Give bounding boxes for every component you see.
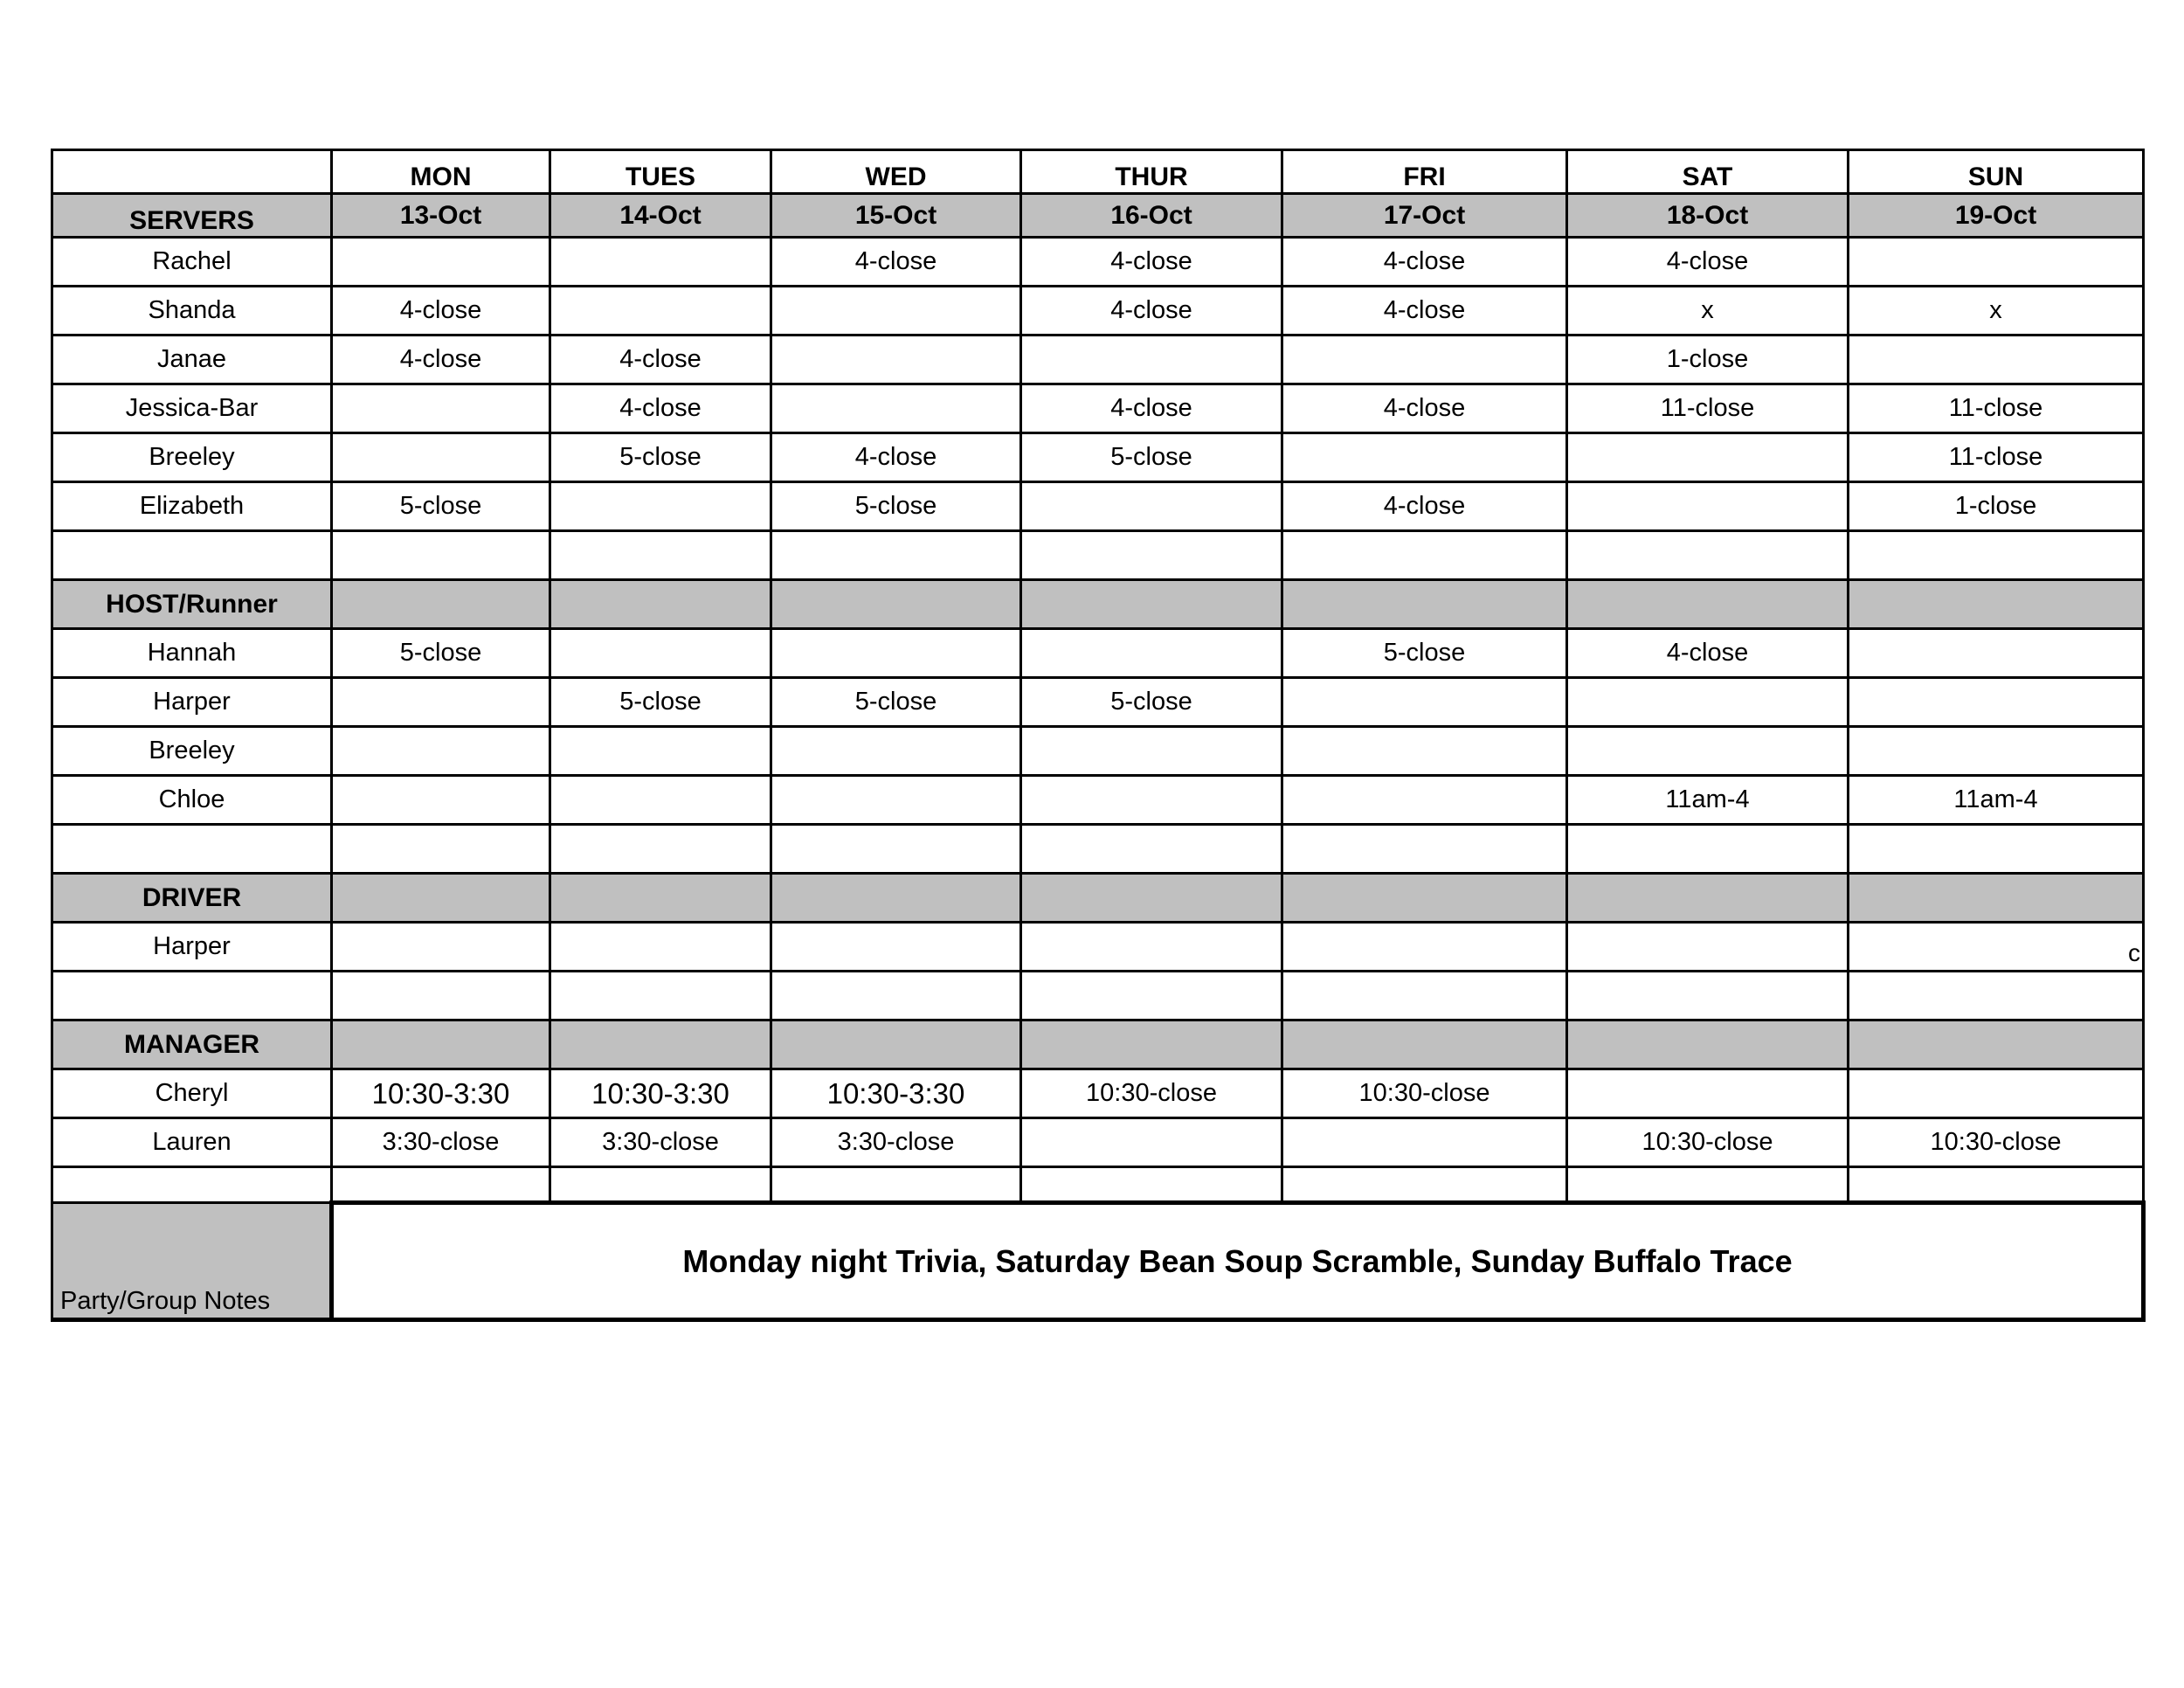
shift-cell: [550, 727, 771, 776]
day-header: TUES: [550, 150, 771, 194]
section-header-row: [52, 1020, 2144, 1069]
schedule-row: [52, 384, 2144, 433]
shift-cell: [1021, 923, 1282, 972]
corner-cell: [52, 150, 332, 194]
schedule-row: [52, 1118, 2144, 1167]
day-header: SUN: [1849, 150, 2144, 194]
staff-name: Harper: [52, 923, 332, 972]
shift-cell: [332, 727, 550, 776]
notes-text: Monday night Trivia, Saturday Bean Soup Scramble, Sunday Buffalo Trace: [332, 1203, 2144, 1320]
manager-section: [52, 1069, 2144, 1167]
shift-cell: [1282, 923, 1567, 972]
shift-cell: 11-close: [1849, 384, 2144, 433]
date-header: 15-Oct: [771, 194, 1021, 238]
schedule-row: [52, 629, 2144, 678]
shift-cell: [332, 384, 550, 433]
shift-cell: [771, 287, 1021, 336]
shift-cell: 1-close: [1567, 336, 1849, 384]
shift-cell: [1021, 482, 1282, 531]
shift-cell: x: [1567, 287, 1849, 336]
shift-cell: [332, 776, 550, 825]
shift-cell: [771, 776, 1021, 825]
spacer-row: [52, 825, 2144, 874]
shift-cell: 10:30-close: [1849, 1118, 2144, 1167]
shift-cell: [1567, 678, 1849, 727]
shift-cell: 10:30-close: [1567, 1118, 1849, 1167]
staff-name: Cheryl: [52, 1069, 332, 1118]
day-header-row: [52, 150, 2144, 194]
date-header: 19-Oct: [1849, 194, 2144, 238]
driver-section: [52, 923, 2144, 972]
day-header: THUR: [1021, 150, 1282, 194]
shift-cell: [1849, 336, 2144, 384]
shift-cell: 5-close: [550, 433, 771, 482]
shift-cell: [332, 678, 550, 727]
shift-cell: 3:30-close: [771, 1118, 1021, 1167]
shift-cell: [1021, 629, 1282, 678]
shift-cell: 1-close: [1849, 482, 2144, 531]
schedule-row: [52, 776, 2144, 825]
shift-cell: [1849, 238, 2144, 287]
shift-cell: [1567, 727, 1849, 776]
staff-name: Harper: [52, 678, 332, 727]
date-header: 16-Oct: [1021, 194, 1282, 238]
shift-cell: 4-close: [550, 384, 771, 433]
shift-cell: [332, 433, 550, 482]
shift-cell: [771, 629, 1021, 678]
shift-cell: [550, 287, 771, 336]
shift-cell: [1282, 678, 1567, 727]
shift-cell: 4-close: [1282, 482, 1567, 531]
day-header: FRI: [1282, 150, 1567, 194]
shift-cell: [1021, 1118, 1282, 1167]
shift-cell: [1567, 923, 1849, 972]
date-header: 18-Oct: [1567, 194, 1849, 238]
shift-cell: [771, 727, 1021, 776]
shift-cell: 5-close: [332, 482, 550, 531]
shift-cell: 4-close: [332, 287, 550, 336]
schedule-row: [52, 238, 2144, 287]
staff-name: Rachel: [52, 238, 332, 287]
shift-cell: x: [1849, 287, 2144, 336]
shift-cell: 10:30-close: [1021, 1069, 1282, 1118]
shift-cell: [1849, 1069, 2144, 1118]
day-header: MON: [332, 150, 550, 194]
shift-cell: 10:30-3:30: [771, 1069, 1021, 1118]
shift-cell: 10:30-3:30: [550, 1069, 771, 1118]
spacer-row: [52, 531, 2144, 580]
section-label-servers: SERVERS: [52, 194, 332, 238]
shift-cell: [1849, 629, 2144, 678]
section-header-row: [52, 580, 2144, 629]
shift-cell: 4-close: [1567, 629, 1849, 678]
shift-cell: [1021, 727, 1282, 776]
shift-cell: [1282, 727, 1567, 776]
schedule-row: [52, 1069, 2144, 1118]
date-header: 13-Oct: [332, 194, 550, 238]
section-label-host: HOST/Runner: [52, 580, 332, 629]
shift-cell: [550, 629, 771, 678]
day-header: SAT: [1567, 150, 1849, 194]
shift-cell: [1567, 482, 1849, 531]
shift-cell: [332, 923, 550, 972]
shift-cell: 10:30-3:30: [332, 1069, 550, 1118]
shift-cell: 4-close: [771, 433, 1021, 482]
shift-cell: [1021, 776, 1282, 825]
shift-cell: [1849, 923, 2144, 972]
shift-cell: 4-close: [1282, 238, 1567, 287]
staff-name: Jessica-Bar: [52, 384, 332, 433]
host-section: [52, 629, 2144, 825]
schedule-row: [52, 482, 2144, 531]
shift-cell: 4-close: [1021, 287, 1282, 336]
date-header: 17-Oct: [1282, 194, 1567, 238]
staff-name: Breeley: [52, 433, 332, 482]
staff-name: Breeley: [52, 727, 332, 776]
shift-cell: [1849, 678, 2144, 727]
shift-cell: [550, 238, 771, 287]
spacer-row: [52, 1167, 2144, 1203]
shift-cell: [1282, 1118, 1567, 1167]
shift-cell: [332, 238, 550, 287]
shift-cell: [550, 482, 771, 531]
shift-cell: [550, 923, 771, 972]
shift-cell: 5-close: [771, 482, 1021, 531]
shift-cell: 3:30-close: [332, 1118, 550, 1167]
date-header-row: [52, 194, 2144, 238]
shift-cell: [550, 776, 771, 825]
section-header-row: [52, 874, 2144, 923]
schedule-row: [52, 727, 2144, 776]
shift-cell: 5-close: [1021, 433, 1282, 482]
shift-cell: 10:30-close: [1282, 1069, 1567, 1118]
schedule-row: [52, 433, 2144, 482]
staff-name: Elizabeth: [52, 482, 332, 531]
shift-cell: 4-close: [1021, 238, 1282, 287]
shift-cell: 11am-4: [1567, 776, 1849, 825]
section-label-driver: DRIVER: [52, 874, 332, 923]
notes-label: Party/Group Notes: [52, 1203, 332, 1320]
schedule-row: [52, 287, 2144, 336]
section-label-manager: MANAGER: [52, 1020, 332, 1069]
notes-row: [52, 1203, 2144, 1320]
shift-cell: [771, 336, 1021, 384]
shift-cell: [1282, 433, 1567, 482]
edge-mark: c: [2128, 939, 2140, 966]
staff-name: Janae: [52, 336, 332, 384]
shift-cell: 5-close: [550, 678, 771, 727]
shift-cell: [1567, 433, 1849, 482]
shift-cell: 5-close: [1282, 629, 1567, 678]
day-header: WED: [771, 150, 1021, 194]
staff-name: Lauren: [52, 1118, 332, 1167]
date-header: 14-Oct: [550, 194, 771, 238]
shift-cell: [1282, 776, 1567, 825]
shift-cell: 11-close: [1567, 384, 1849, 433]
shift-cell: [1849, 727, 2144, 776]
staff-name: Hannah: [52, 629, 332, 678]
shift-cell: 3:30-close: [550, 1118, 771, 1167]
shift-cell: 4-close: [332, 336, 550, 384]
staff-name: Shanda: [52, 287, 332, 336]
schedule-row: [52, 923, 2144, 972]
shift-cell: [1021, 336, 1282, 384]
shift-cell: 4-close: [1282, 384, 1567, 433]
schedule-row: [52, 678, 2144, 727]
shift-cell: 5-close: [771, 678, 1021, 727]
spacer-row: [52, 972, 2144, 1020]
shift-cell: 11-close: [1849, 433, 2144, 482]
staff-name: Chloe: [52, 776, 332, 825]
shift-cell: [1567, 1069, 1849, 1118]
shift-cell: 4-close: [1282, 287, 1567, 336]
shift-cell: [771, 923, 1021, 972]
shift-cell: 4-close: [1021, 384, 1282, 433]
servers-section: [52, 238, 2144, 531]
shift-cell: 4-close: [550, 336, 771, 384]
schedule-row: [52, 336, 2144, 384]
shift-cell: 4-close: [771, 238, 1021, 287]
shift-cell: 4-close: [1567, 238, 1849, 287]
shift-cell: 5-close: [332, 629, 550, 678]
shift-cell: 11am-4: [1849, 776, 2144, 825]
schedule-table: [51, 149, 2146, 1322]
shift-cell: [1282, 336, 1567, 384]
shift-cell: 5-close: [1021, 678, 1282, 727]
shift-cell: [771, 384, 1021, 433]
